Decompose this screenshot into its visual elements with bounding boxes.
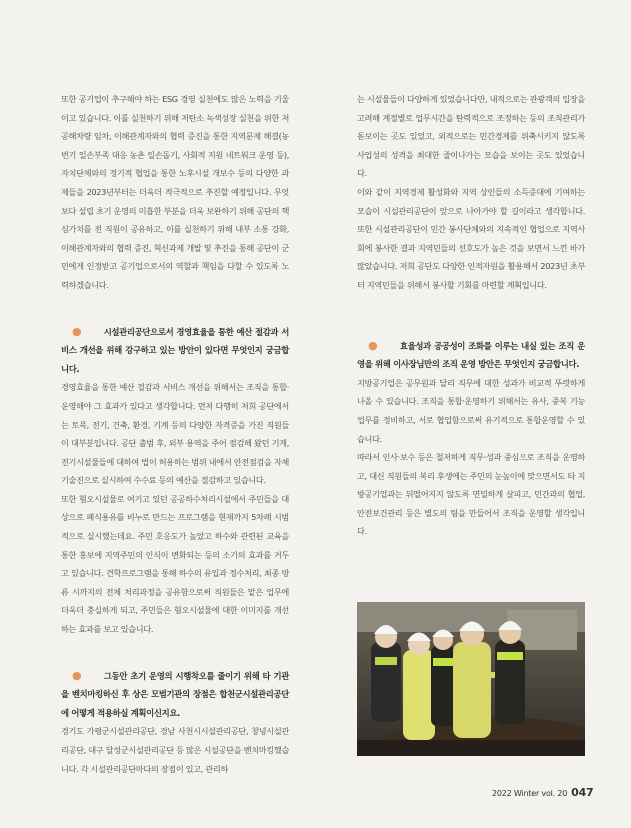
body-paragraph: 따라서 인사·보수 등은 철저하게 직무·성과 중심으로 조직을 운영하고, 대신 직원들의 복리 후생에는 주민의 눈높이에 맞으면서도 타 지방공기업과는 뒤떨어지지 않도록 면밀하게 살피고, 민간과의 협업, 안전보건관리 등은 별도의 팀을 만들어서 조직을 운영할 생각입니다. bbox=[357, 452, 585, 537]
right-column bbox=[357, 90, 585, 541]
bullet-dot-icon: ● bbox=[72, 668, 82, 682]
body-paragraph: 경영효율을 통한 예산 절감과 서비스 개선을 위해서는 조직을 통합·운영해야 그 효과가 있다고 생각합니다. 먼저 다행히 저희 공단에서는 토목, 전기, 건축, 환경, 기계 등의 다양한 자격증을 가진 직원들이 대부분입니다. 공단 출범 후, 외부 용역을 주어 점검해 왔던 기계, 전기시설물들에 대하여 법이 허용하는 범위 내에서 안전점검을 자체 기술진으로 실시하여 수수료 등의 예산을 절감하고 있습니다. bbox=[61, 382, 289, 486]
issue-label: 2022 Winter vol. 20 bbox=[492, 789, 568, 798]
interview-question bbox=[357, 337, 585, 374]
photo-illustration bbox=[357, 602, 585, 756]
site-inspection-photo bbox=[357, 602, 585, 756]
question-text: 그동안 초기 운영의 시행착오를 줄이기 위해 타 기관을 벤치마킹하신 후 상은 모범기관의 장점은 합천군시설관리공단에 어떻게 적용하실 계획이신지요. bbox=[61, 670, 289, 718]
body-paragraph: 또한 혐오시설물로 여기고 있던 공공하수처리시설에서 주민들을 대상으로 폐식용유를 비누로 만드는 프로그램을 현재까지 5차례 시범적으로 실시했는데요. 주민 호응도가 높았고 하수와 관련된 교육을 통한 홍보에 지역주민의 인식이 변화되는 등의 소기의 효과를 거두고 있습니다. 견학프로그램을 통해 하수의 유입과 정수처리, 최종 방류 시까지의 전체 처리과정을 공유함으로써 직원들은 맡은 업무에 더욱더 충실하게 되고, 주민들은 혐오시설물에 대한 이미지를 개선하는 효과를 보고 있습니다. bbox=[61, 493, 289, 635]
bullet-dot-icon: ● bbox=[72, 324, 82, 338]
body-paragraph: 경기도 가평군시설관리공단, 경남 사천시시설관리공단, 창녕시설관리공단, 대구 달성군시설관리공단 등 많은 시설공단을 벤치마킹했습니다. 각 시설관리공단마다의 장점이 있고, 관리하 bbox=[61, 726, 289, 774]
body-paragraph: 또한 공기업이 추구해야 하는 ESG 경영 실천에도 많은 노력을 기울이고 있습니다. 이를 실천하기 위해 저탄소 녹색성장 실천을 위한 저공해차량 임차, 이해관계자와의 협력 증진을 통한 지역문제 해결(농번기 일손부족 대응 농촌 일손돕기, 사회적 지원 네트워크 운영 등), 자치단체와의 정기적 협업을 통한 노후시설 개보수 등의 다양한 과제들을 2023년부터는 더욱더 적극적으로 추진할 예정입니다. 무엇보다 설립 초기 운영의 미흡한 부분을 더욱 보완하기 위해 공단의 핵심가치를 전 직원이 공유하고, 이를 실천하기 위해 내부 소통 강화, 이해관계자와의 협력 증진, 혁신과제 개발 및 추진을 통해 공단이 군민에게 인정받고 공기업으로서의 역할과 책임을 다할 수 있도록 노력하겠습니다. bbox=[61, 94, 289, 290]
interview-question bbox=[61, 667, 289, 723]
body-paragraph: 는 시설물들이 다양하게 있었습니다만, 내적으로는 관광객의 입장을 고려해 계절별로 업무시간을 탄력적으로 조정하는 등의 조직관리가 돋보이는 곳도 있었고, 외적으로는 민간경제를 위축시키지 않도록 사업성의 성격을 최대한 줄이나가는 모습을 보이는 곳도 있었습니다. bbox=[357, 94, 585, 179]
worker-figure bbox=[371, 625, 401, 722]
question-text: 효율성과 공공성이 조화를 이루는 내실 있는 조직 운영을 위해 이사장님만의 조직 운영 방안은 무엇인지 궁금합니다. bbox=[357, 340, 585, 370]
interview-question bbox=[61, 323, 289, 379]
page-footer bbox=[492, 786, 594, 799]
body-paragraph: 지방공기업은 공무원과 달리 직무에 대한 성과가 비교적 뚜렷하게 나올 수 있습니다. 조직을 통합·운영하기 위해서는 유사, 중복 기능 업무를 정비하고, 서로 협업함으로써 유기적으로 통합운영할 수 있습니다. bbox=[357, 377, 585, 444]
page-number: 047 bbox=[571, 786, 594, 799]
bullet-dot-icon: ● bbox=[368, 338, 378, 352]
left-column bbox=[61, 90, 289, 778]
body-paragraph: 이와 같이 지역경제 활성화와 지역 상인들의 소득증대에 기여하는 모습이 시설관리공단이 앞으로 나아가야 할 길이라고 생각합니다. 또한 시설관리공단이 민간 봉사단체와의 지속적인 협업으로 지역사회에 봉사한 결과 지역민들의 선호도가 높은 것을 보면서 느낀 바가 많았습니다. 저희 공단도 다양한 인적자원을 활용해서 2023년 초부터 지역민들을 위해서 봉사할 기회를 마련할 계획입니다. bbox=[357, 186, 585, 290]
worker-figure bbox=[431, 630, 455, 727]
question-text: 시설관리공단으로서 경영효율을 통한 예산 절감과 서비스 개선을 위해 강구하고 있는 방안이 있다면 무엇인지 궁금합니다. bbox=[61, 326, 289, 374]
